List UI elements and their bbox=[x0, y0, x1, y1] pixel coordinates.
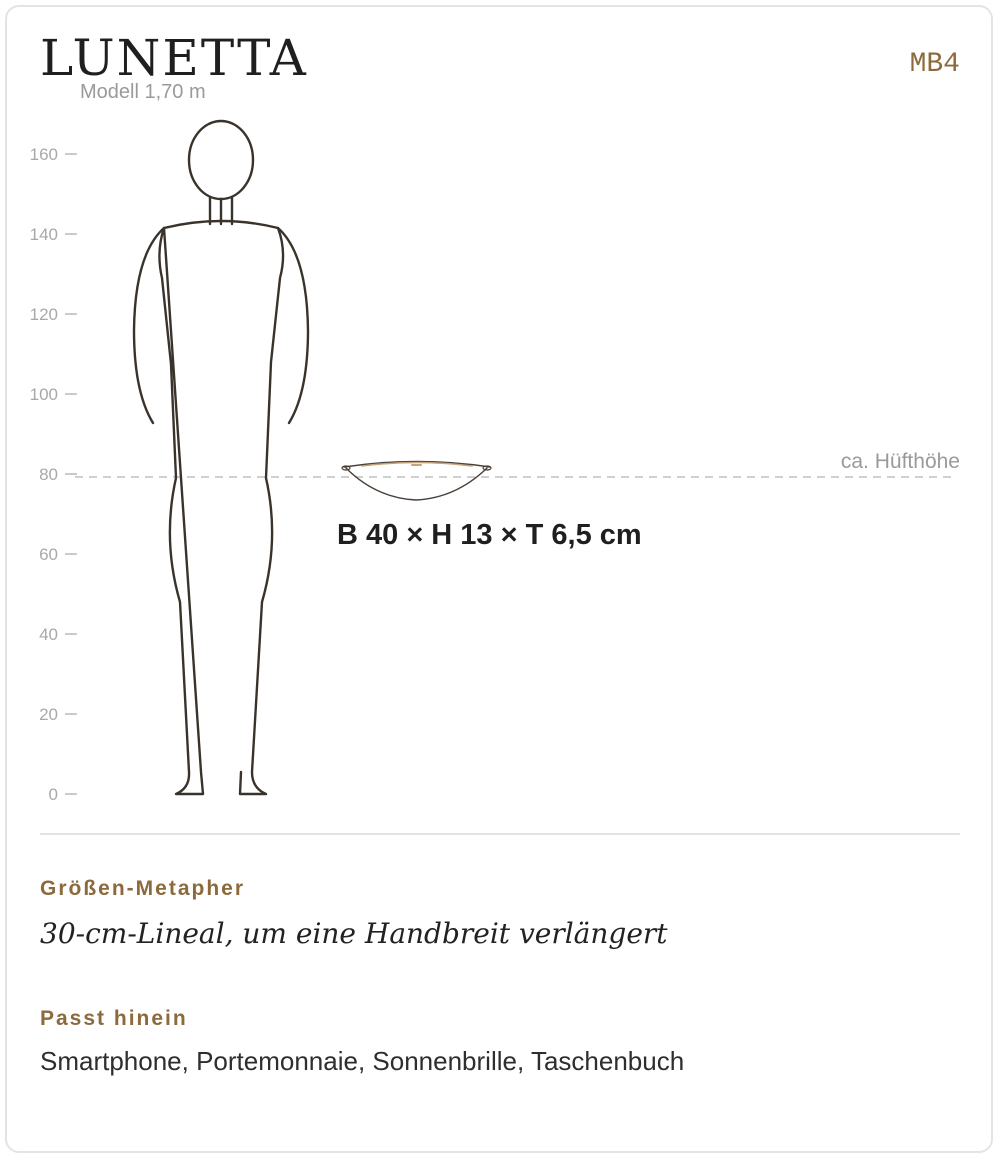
bag-dimensions: B 40 × H 13 × T 6,5 cm bbox=[337, 519, 642, 551]
height-scale bbox=[30, 145, 77, 804]
fits-inside-label: Passt hinein bbox=[40, 1007, 188, 1030]
scale-tick-label: 20 bbox=[39, 705, 58, 724]
size-metaphor-label: Größen-Metapher bbox=[40, 877, 246, 900]
scale-tick-label: 100 bbox=[29, 385, 58, 404]
scale-tick-label: 140 bbox=[29, 225, 58, 244]
silhouette-head bbox=[189, 121, 253, 199]
scale-tick-label: 160 bbox=[29, 145, 58, 164]
fits-inside-text: Smartphone, Portemonnaie, Sonnenbrille, Taschenbuch bbox=[40, 1046, 685, 1076]
section-divider bbox=[40, 833, 960, 835]
scale-tick-label: 80 bbox=[39, 465, 58, 484]
product-title: LUNETTA bbox=[40, 29, 308, 87]
scale-tick-label: 120 bbox=[29, 305, 58, 324]
bag-illustration bbox=[342, 462, 491, 501]
scale-tick-label: 0 bbox=[48, 785, 58, 804]
model-height-note: Modell 1,70 m bbox=[80, 81, 206, 103]
hip-height-label: ca. Hüfthöhe bbox=[840, 450, 960, 473]
silhouette-body bbox=[159, 221, 283, 794]
model-silhouette bbox=[134, 121, 308, 794]
size-metaphor-text: 30-cm-Lineal, um eine Handbreit verlängert bbox=[40, 917, 668, 950]
scale-tick-label: 40 bbox=[39, 625, 58, 644]
product-code: MB4 bbox=[909, 49, 960, 80]
scale-tick-label: 60 bbox=[39, 545, 58, 564]
